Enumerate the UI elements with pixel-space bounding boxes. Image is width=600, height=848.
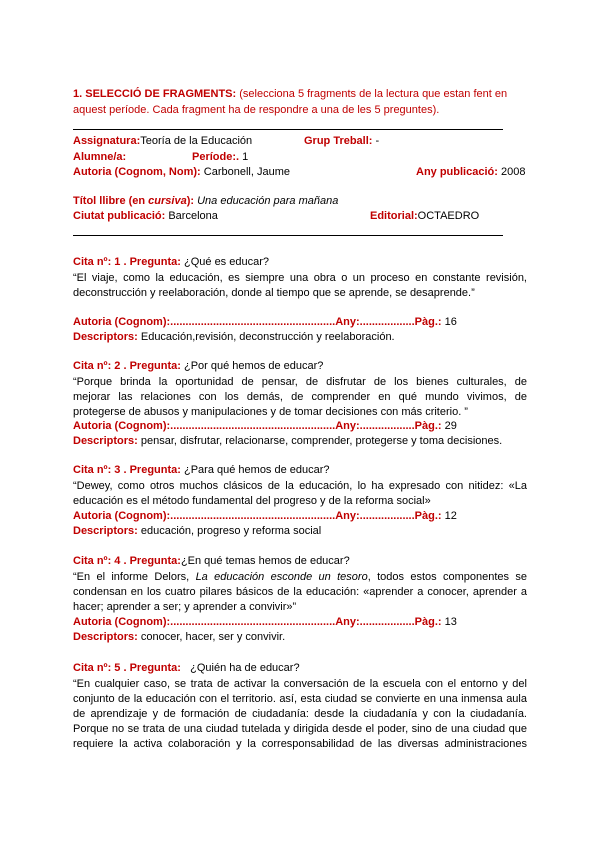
autoria-cita-label: Autoria (Cognom):: [73, 510, 171, 522]
quote-line: protegerse de abusos y manipulaciones y de tomar decisiones con más criterio. ”: [73, 406, 468, 418]
cita-header: [73, 464, 330, 476]
divider: [73, 235, 503, 236]
descriptors-row: [73, 331, 395, 343]
quote-line: deconstrucción y reelaboración, donde al tiempo que se aprende, se desaprende.”: [73, 287, 475, 299]
periode-value: 1: [239, 151, 249, 163]
dots: ......................................................: [170, 420, 336, 432]
descriptors-value: conocer, hacer, ser y convivir.: [140, 631, 286, 643]
section-title: 1. SELECCIÓ DE FRAGMENTS:: [73, 88, 237, 100]
quote-line: requiere la activa colaboración y la corresponsabilidad de las diversas administraciones: [73, 738, 527, 750]
grup-label: Grup Treball:: [304, 135, 373, 147]
descriptors-label: Descriptors:: [73, 331, 138, 343]
dots: ......................................................: [170, 510, 336, 522]
cita-number: Cita nº: 1: [73, 256, 121, 268]
descriptors-label: Descriptors:: [73, 631, 138, 643]
editorial-value: OCTAEDRO: [417, 210, 480, 222]
divider: [73, 129, 503, 130]
pag-label: Pàg.:: [414, 510, 442, 522]
cita-number: Cita nº: 5: [73, 662, 121, 674]
autoria-cita-label: Autoria (Cognom):: [73, 316, 171, 328]
pregunta-text: ¿En qué temas hemos de educar?: [180, 555, 350, 567]
dots: ......................................................: [170, 616, 336, 628]
ciutat-value: Barcelona: [168, 210, 218, 222]
ciutat-row: [73, 210, 218, 222]
quoted-book-title: La educación esconde un tesoro: [195, 571, 368, 583]
any-publicacio-value: 2008: [500, 166, 526, 178]
any-label: Any:: [335, 510, 360, 522]
autoria-label: Autoria (Cognom, Nom):: [73, 166, 201, 178]
book-title: Una educación para mañana: [197, 195, 339, 207]
titol-label-b: cursiva: [148, 195, 187, 207]
cita-number: Cita nº: 4: [73, 555, 121, 567]
grup-value: -: [372, 135, 380, 147]
pregunta-label: . Pregunta:: [123, 662, 181, 674]
autoria-cita-row: [73, 316, 457, 328]
dots: ..................: [359, 420, 415, 432]
quote-line: “Dewey, como otros muchos clásicos de la educación, lo ha expresado con nitidez: «La: [73, 480, 527, 492]
quote-line: [73, 571, 527, 583]
cita-header: [73, 360, 323, 372]
periode-label: Període:.: [192, 151, 240, 163]
pregunta-text: ¿Quién ha de educar?: [190, 662, 300, 674]
any-label: Any:: [335, 616, 360, 628]
autoria-cita-row: [73, 616, 457, 628]
cita-header: [73, 555, 350, 567]
alumne-label: Alumne/a:: [73, 151, 127, 163]
descriptors-value: educación, progreso y reforma social: [140, 525, 322, 537]
quote-line: conjunto de la educación con el territorio. así, esta ciudad se convierte en una inmensa aula: [73, 693, 527, 705]
descriptors-value: Educación,revisión, deconstrucción y reelaboración.: [140, 331, 395, 343]
autoria-cita-label: Autoria (Cognom):: [73, 420, 171, 432]
pregunta-label: . Pregunta:: [123, 256, 181, 268]
grup-row: [304, 135, 379, 147]
dots: ......................................................: [170, 316, 336, 328]
descriptors-label: Descriptors:: [73, 525, 138, 537]
instruction-line-1: (selecciona 5 fragments de la lectura que estan fent en: [239, 88, 508, 100]
descriptors-row: [73, 435, 502, 447]
pag-value: 12: [444, 510, 457, 522]
descriptors-row: [73, 631, 285, 643]
autoria-row: [73, 166, 290, 178]
autoria-cita-row: [73, 420, 457, 432]
cita-number: Cita nº: 3: [73, 464, 121, 476]
pag-label: Pàg.:: [414, 316, 442, 328]
ciutat-label: Ciutat publicació:: [73, 210, 166, 222]
dots: ..................: [359, 510, 415, 522]
autoria-cita-label: Autoria (Cognom):: [73, 616, 171, 628]
cita-header: [73, 662, 300, 674]
titol-label-a: Títol llibre (en: [73, 195, 149, 207]
pregunta-text: ¿Qué es educar?: [184, 256, 269, 268]
pag-value: 16: [444, 316, 457, 328]
quote-line: “Porque brinda la oportunidad de pensar, de disfrutar de los bienes culturales, de: [73, 376, 527, 388]
pag-value: 29: [444, 420, 457, 432]
quote-line: “El viaje, como la educación, es siempre una obra o un proceso en constante revisión,: [73, 272, 527, 284]
dots: ..................: [359, 616, 415, 628]
assignatura-label: Assignatura:: [73, 135, 141, 147]
instruction-line-2: aquest període. Cada fragment ha de respondre a una de les 5 preguntes).: [73, 104, 440, 116]
quote-line: de aprendizaje y de formación de ciudadanía: desde la ciudadanía y con la ciudadanía.: [73, 708, 527, 720]
pregunta-text: ¿Por qué hemos de educar?: [184, 360, 324, 372]
quote-line: Porque no se trata de una ciudad tutelada y dirigida desde el poder, sino de una ciudad que: [73, 723, 527, 735]
quote-fragment: “En el informe Delors,: [73, 571, 190, 583]
quote-line: educación es el método fundamental del progreso y de la reforma social»: [73, 495, 431, 507]
quote-line: mejorar las relaciones con los demás, de comprender en qué mundo vivimos, de: [73, 391, 527, 403]
editorial-row: [370, 210, 479, 222]
quote-line: condensan en los cuatro pilares básicos de la educación: «aprender a conocer, aprender a: [73, 586, 527, 598]
pregunta-label: . Pregunta:: [123, 555, 181, 567]
cita-number: Cita nº: 2: [73, 360, 121, 372]
quote-line: “En cualquier caso, se trata de activar la conversación de la escuela con el entorno y del: [73, 678, 527, 690]
autoria-value: Carbonell, Jaume: [203, 166, 290, 178]
pregunta-label: . Pregunta:: [123, 464, 181, 476]
descriptors-row: [73, 525, 321, 537]
descriptors-value: pensar, disfrutar, relacionarse, comprender, protegerse y toma decisiones.: [140, 435, 503, 447]
quote-line: hacer; aprender a ser; y aprender a convivir»”: [73, 601, 297, 613]
periode-row: [192, 151, 248, 163]
titol-row: [73, 195, 338, 207]
any-publicacio-label: Any publicació:: [416, 166, 498, 178]
autoria-cita-row: [73, 510, 457, 522]
any-label: Any:: [335, 420, 360, 432]
quote-fragment: , todos estos componentes se: [367, 571, 527, 583]
assignatura-value: Teoría de la Educación: [140, 135, 253, 147]
pag-value: 13: [444, 616, 457, 628]
pag-label: Pàg.:: [414, 420, 442, 432]
pregunta-label: . Pregunta:: [123, 360, 181, 372]
titol-label-c: ):: [186, 195, 195, 207]
dots: ..................: [359, 316, 415, 328]
pregunta-text: ¿Para qué hemos de educar?: [184, 464, 330, 476]
cita-header: [73, 256, 269, 268]
pag-label: Pàg.:: [414, 616, 442, 628]
descriptors-label: Descriptors:: [73, 435, 138, 447]
editorial-label: Editorial:: [370, 210, 418, 222]
any-publicacio-row: [416, 166, 525, 178]
assignatura-row: [73, 135, 252, 147]
any-label: Any:: [335, 316, 360, 328]
section-heading: [73, 88, 507, 100]
